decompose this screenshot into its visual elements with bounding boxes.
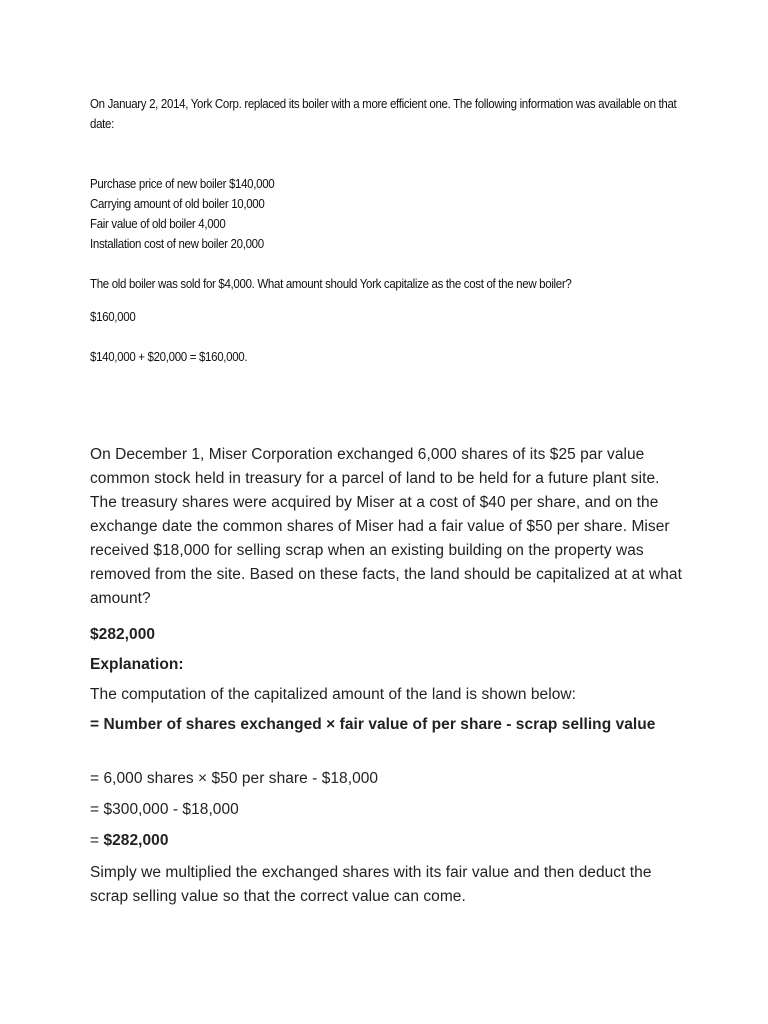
list-item: Fair value of old boiler 4,000 (90, 217, 226, 231)
boiler-answer (90, 307, 642, 327)
summary (90, 861, 690, 909)
computation-step-1-text: = 6,000 shares × $50 per share - $18,000 (90, 770, 379, 787)
boiler-calculation (90, 347, 642, 367)
formula (90, 713, 680, 737)
computation-step-1 (90, 767, 690, 791)
computation-step-2 (90, 798, 690, 822)
boiler-question-text: The old boiler was sold for $4,000. What amount should York capitalize as the cost of the new boiler? (90, 277, 572, 291)
list-item: Purchase price of new boiler $140,000 (90, 177, 275, 191)
land-question-text: On December 1, Miser Corporation exchanged 6,000 shares of its $25 par value common stock held in treasury for a parcel of land to be held for a future plant site. The treasury shares were acquired by Miser at a cost of $40 per share, and on the exchange date the common shares of Miser had a fair value of $50 per share. Miser received $18,000 for selling scrap when an existing building on the property was removed from the site. Based on these facts, the land should be capitalized at at what amount? (90, 446, 682, 607)
boiler-question (90, 274, 690, 294)
explanation-heading-text: Explanation: (90, 656, 184, 673)
computation-step-3-line (90, 829, 690, 853)
boiler-info-list (90, 174, 642, 254)
boiler-calculation-text: $140,000 + $20,000 = $160,000. (90, 350, 248, 364)
boiler-answer-text: $160,000 (90, 310, 136, 324)
list-item: Carrying amount of old boiler 10,000 (90, 197, 265, 211)
land-answer (90, 623, 690, 647)
computation-result: $282,000 (103, 832, 169, 849)
computation-step-3-prefix: = (90, 832, 104, 849)
explanation-heading (90, 653, 690, 677)
list-item: Installation cost of new boiler 20,000 (90, 237, 264, 251)
boiler-question-intro (90, 94, 677, 134)
land-question (90, 443, 690, 611)
land-answer-text: $282,000 (90, 626, 156, 643)
computation-step-2-text: = $300,000 - $18,000 (90, 801, 239, 818)
computation-step-3 (90, 829, 690, 853)
computation-intro-text: The computation of the capitalized amount of the land is shown below: (90, 686, 576, 703)
formula-text: = Number of shares exchanged × fair value of per share - scrap selling value (90, 716, 656, 733)
boiler-intro-text: On January 2, 2014, York Corp. replaced its boiler with a more efficient one. The following information was available on that date: (90, 97, 677, 131)
summary-text: Simply we multiplied the exchanged shares with its fair value and then deduct the scrap selling value so that the correct value can come. (90, 864, 652, 905)
computation-intro (90, 683, 690, 707)
